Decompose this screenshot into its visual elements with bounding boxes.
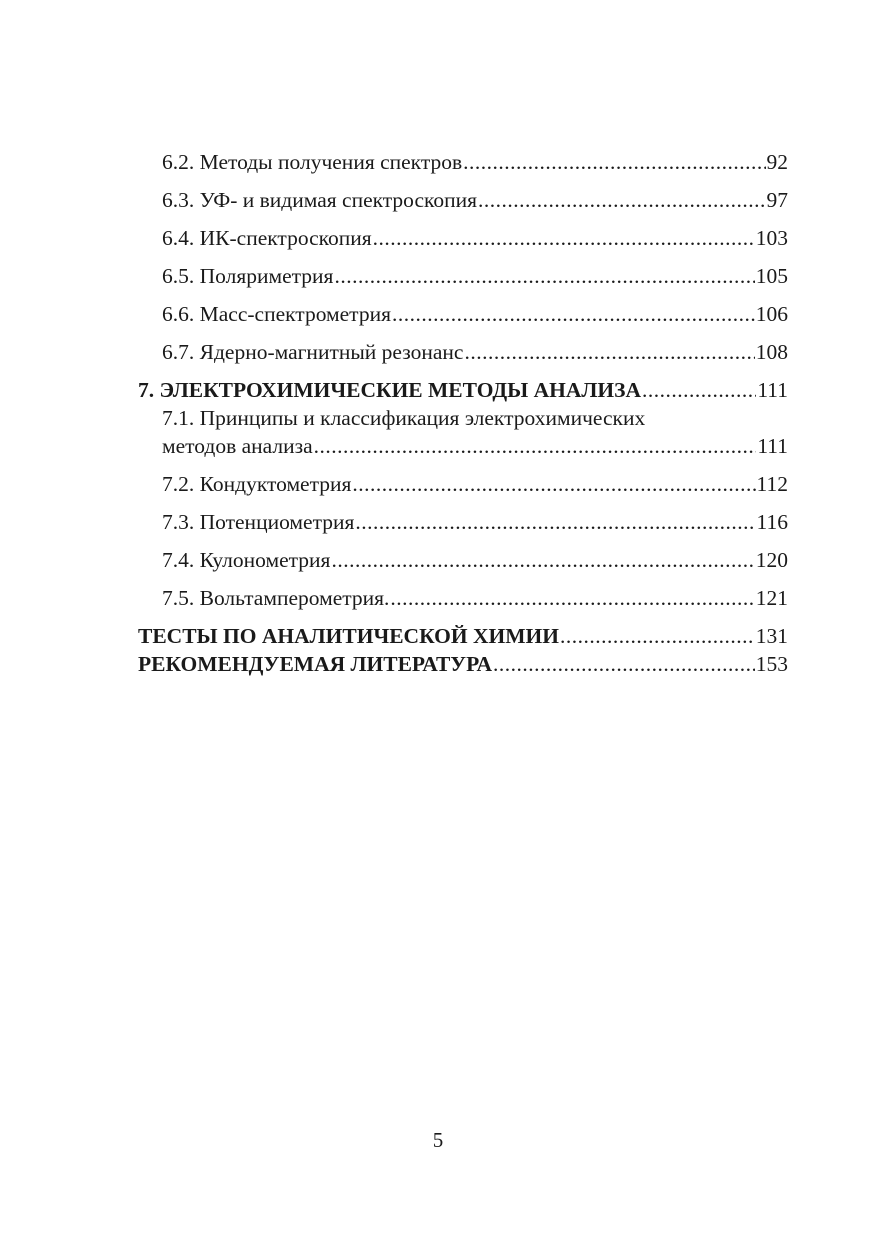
toc-chapter-7[interactable] (138, 376, 788, 404)
toc-entry-title: 6.4. ИК-спектроскопия (162, 226, 372, 250)
dot-leader (390, 584, 754, 612)
toc-entry-page: 116 (756, 510, 788, 534)
toc-entry-page: 97 (766, 188, 788, 212)
dot-leader (493, 650, 755, 678)
toc-entry-page: 103 (755, 226, 788, 250)
dot-leader (463, 148, 765, 176)
toc-entry-title: 7.4. Кулонометрия (162, 548, 331, 572)
dot-leader (560, 622, 755, 650)
toc-entry-7-5[interactable] (138, 584, 788, 612)
table-of-contents (138, 148, 788, 678)
toc-tests[interactable] (138, 622, 788, 650)
toc-entry-7-4[interactable] (138, 546, 788, 574)
dot-leader (352, 470, 755, 498)
toc-entry-title: 7.3. Потенциометрия (162, 510, 355, 534)
toc-entry-6-7[interactable] (138, 338, 788, 366)
toc-entry-title: 6.6. Масс-спектрометрия (162, 302, 391, 326)
dot-leader (464, 338, 754, 366)
toc-entry-page: 108 (755, 340, 788, 364)
toc-entry-page: 105 (755, 264, 788, 288)
toc-literature[interactable] (138, 650, 788, 678)
toc-entry-6-6[interactable] (138, 300, 788, 328)
toc-entry-page: 111 (757, 434, 788, 458)
toc-entry-title-line1: 7.1. Принципы и классификация электрохимических (162, 406, 646, 430)
toc-entry-title-line2: методов анализа (162, 434, 313, 458)
toc-entry-title: 7.5. Вольтамперометрия. (162, 586, 390, 610)
dot-leader (642, 376, 756, 404)
toc-entry-page: 92 (766, 150, 788, 174)
toc-entry-6-4[interactable] (138, 224, 788, 252)
toc-entry-7-2[interactable] (138, 470, 788, 498)
toc-entry-title: 6.3. УФ- и видимая спектроскопия (162, 188, 478, 212)
toc-entry-title: 6.5. Поляриметрия (162, 264, 334, 288)
toc-entry-title: 6.2. Методы получения спектров (162, 150, 463, 174)
dot-leader (355, 508, 755, 536)
dot-leader (392, 300, 755, 328)
toc-entry-6-5[interactable] (138, 262, 788, 290)
toc-entry-page: 106 (755, 302, 788, 326)
toc-entry-title: 6.7. Ядерно-магнитный резонанс (162, 340, 464, 364)
dot-leader (373, 224, 755, 252)
toc-entry-6-2[interactable] (138, 148, 788, 176)
toc-entry-7-3[interactable] (138, 508, 788, 536)
dot-leader (478, 186, 765, 214)
toc-entry-6-3[interactable] (138, 186, 788, 214)
toc-chapter-page: 131 (755, 624, 788, 648)
page-number: 5 (432, 1128, 444, 1152)
dot-leader (314, 432, 757, 460)
toc-entry-page: 112 (756, 472, 788, 496)
toc-chapter-title: ТЕСТЫ ПО АНАЛИТИЧЕСКОЙ ХИМИИ (138, 624, 559, 648)
dot-leader (334, 262, 754, 290)
toc-chapter-page: 153 (755, 652, 788, 676)
toc-entry-page: 120 (755, 548, 788, 572)
toc-entry-7-1[interactable] (138, 404, 788, 460)
toc-chapter-title: 7. ЭЛЕКТРОХИМИЧЕСКИЕ МЕТОДЫ АНАЛИЗА (138, 378, 642, 402)
toc-chapter-title: РЕКОМЕНДУЕМАЯ ЛИТЕРАТУРА (138, 652, 492, 676)
toc-entry-page: 121 (755, 586, 788, 610)
toc-entry-title: 7.2. Кондуктометрия (162, 472, 352, 496)
dot-leader (331, 546, 754, 574)
toc-chapter-page: 111 (757, 378, 788, 402)
toc-entry-title-line2-row (162, 432, 788, 460)
